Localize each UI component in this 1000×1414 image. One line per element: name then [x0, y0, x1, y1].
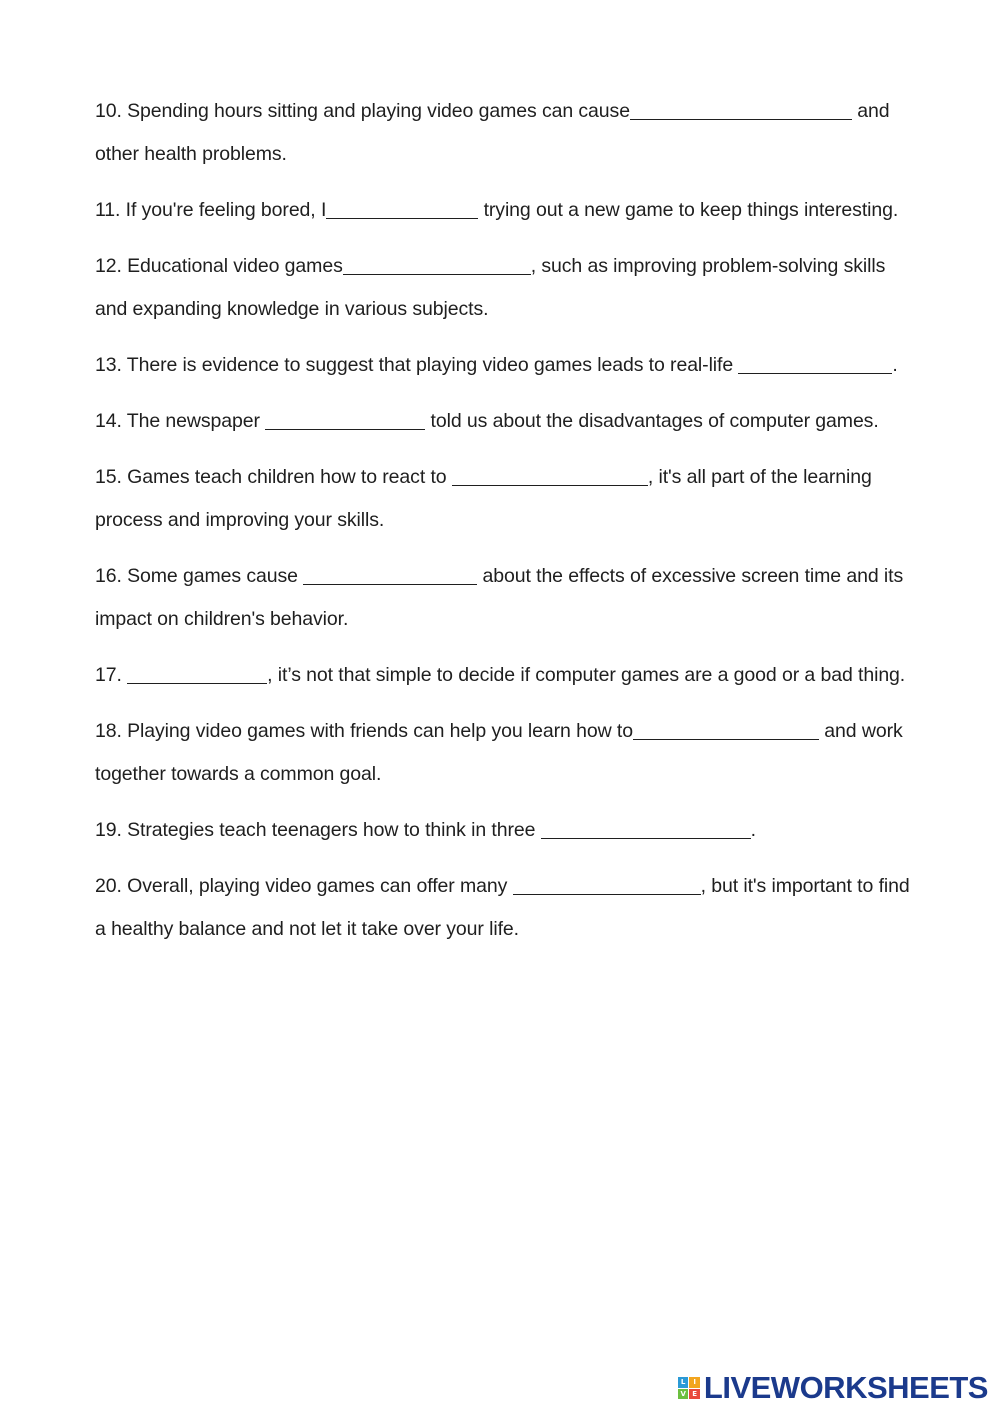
logo-tile: I — [689, 1377, 700, 1388]
answer-blank[interactable] — [738, 353, 892, 374]
question-text-before: 16. Some games cause — [95, 565, 304, 587]
answer-blank[interactable] — [633, 719, 819, 740]
answer-blank[interactable] — [303, 564, 477, 585]
logo-tile: L — [678, 1377, 689, 1388]
question-text-after: . — [750, 819, 756, 841]
question-text-before: 10. Spending hours sitting and playing video games can cause — [95, 100, 630, 122]
brand-name: LIVEWORKSHEETS — [703, 1370, 988, 1405]
question-text-before: 14. The newspaper — [95, 410, 266, 432]
question-13 — [95, 344, 910, 387]
question-17 — [95, 654, 910, 697]
answer-blank[interactable] — [513, 874, 701, 895]
logo-tile: E — [689, 1389, 700, 1400]
worksheet — [95, 90, 910, 964]
question-text-after: , but it's important to find a healthy balance and not let it take over your life. — [95, 875, 910, 940]
answer-blank[interactable] — [265, 409, 425, 430]
question-16 — [95, 555, 910, 641]
question-19 — [95, 809, 910, 852]
question-text-after: , such as improving problem-solving skills and expanding knowledge in various subjects. — [95, 255, 886, 320]
answer-blank[interactable] — [343, 254, 531, 275]
answer-blank[interactable] — [326, 198, 478, 219]
question-20 — [95, 865, 910, 951]
question-text-before: 19. Strategies teach teenagers how to think in three — [95, 819, 541, 841]
question-text-before: 18. Playing video games with friends can help you learn how to — [95, 720, 633, 742]
question-text-after: . — [892, 354, 898, 376]
answer-blank[interactable] — [630, 99, 852, 120]
question-text-before: 17. — [95, 664, 128, 686]
question-text-before: 12. Educational video games — [95, 255, 343, 277]
question-text-before: 11. If you're feeling bored, I — [95, 199, 327, 221]
question-18 — [95, 710, 910, 796]
question-text-after: and work together towards a common goal. — [95, 720, 903, 785]
question-text-after: , it's all part of the learning process and improving your skills. — [95, 466, 872, 531]
question-text-after: , it’s not that simple to decide if computer games are a good or a bad thing. — [267, 664, 906, 686]
answer-blank[interactable] — [127, 663, 267, 684]
question-10 — [95, 90, 910, 176]
question-text-after: told us about the disadvantages of computer games. — [425, 410, 879, 432]
answer-blank[interactable] — [452, 465, 648, 486]
question-12 — [95, 245, 910, 331]
logo-tile: V — [678, 1389, 689, 1400]
question-14 — [95, 400, 910, 443]
question-text-after: about the effects of excessive screen time and its impact on children's behavior. — [95, 565, 904, 630]
question-text-before: 13. There is evidence to suggest that playing video games leads to real-life — [95, 354, 739, 376]
question-text-before: 20. Overall, playing video games can offer many — [95, 875, 513, 897]
question-11 — [95, 189, 910, 232]
liveworksheets-brand — [678, 1370, 988, 1406]
answer-blank[interactable] — [541, 818, 751, 839]
question-text-after: and other health problems. — [95, 100, 890, 165]
liveworksheets-logo-icon — [678, 1377, 700, 1399]
question-15 — [95, 456, 910, 542]
question-text-after: trying out a new game to keep things interesting. — [478, 199, 899, 221]
question-text-before: 15. Games teach children how to react to — [95, 466, 452, 488]
